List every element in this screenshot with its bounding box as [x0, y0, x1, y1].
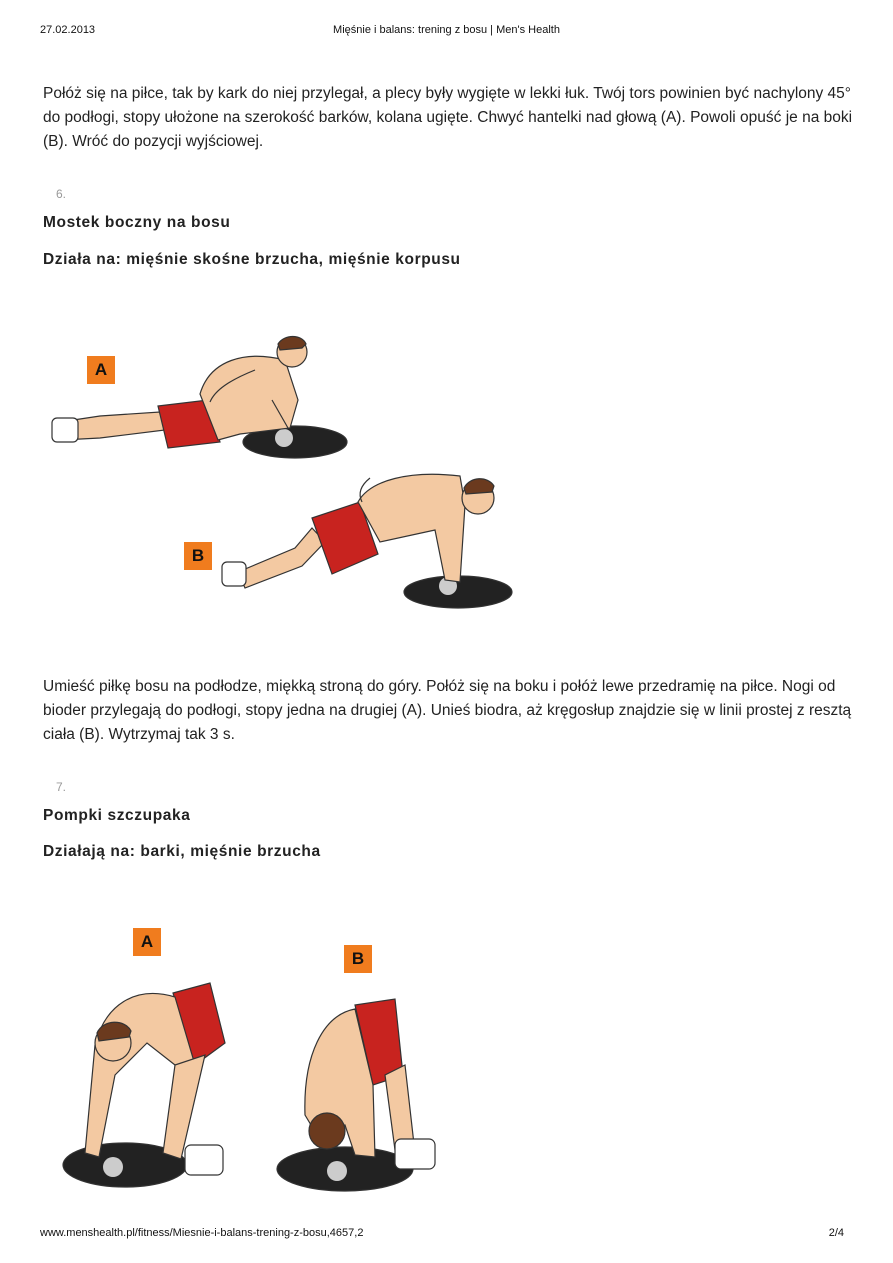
- print-date: 27.02.2013: [40, 24, 96, 36]
- exercise-6-description: Umieść piłkę bosu na podłodze, miękką stroną do góry. Połóż się na boku i połóż lewe przedramię na piłce. Nogi od bioder przylegają do podłogi, stopy jedna na drugiej (A). Unieś biodra, aż kręgosłup znajdzie się w linii prostej z resztą ciała (B). Wytrzymaj tak 3 s.: [43, 678, 852, 743]
- shoe-a: [185, 1145, 223, 1175]
- exercise-7-targets: Działają na: barki, mięśnie brzucha: [43, 843, 321, 860]
- print-title: Mięśnie i balans: trening z bosu | Men's Health: [333, 24, 560, 36]
- shoe-a: [52, 418, 78, 442]
- page-number: 2/4: [828, 1227, 844, 1239]
- footer-url: www.menshealth.pl/fitness/Miesnie-i-balans-trening-z-bosu,4657,2: [40, 1227, 364, 1239]
- exercise-6-targets: Działa na: mięśnie skośne brzucha, mięśnie korpusu: [43, 251, 461, 268]
- label-a: A: [87, 356, 115, 384]
- figure-b: [277, 999, 435, 1191]
- exercise-7-number: 7.: [56, 780, 67, 794]
- shoe-b: [222, 562, 246, 586]
- side-bridge-drawing: [40, 330, 520, 610]
- side-bridge-illustration: [40, 330, 520, 610]
- exercise-6-number: 6.: [56, 187, 67, 201]
- figure-b: [222, 474, 512, 608]
- exercise-7-title: Pompki szczupaka: [43, 807, 191, 824]
- label-b: B: [184, 542, 212, 570]
- shoe-b: [395, 1139, 435, 1169]
- pike-pushup-drawing: [55, 925, 465, 1200]
- label-a: A: [133, 928, 161, 956]
- intro-paragraph: Połóż się na piłce, tak by kark do niej przylegał, a plecy były wygięte w lekki łuk. Twój tors powinien być nachylony 45° do podłogi, stopy ułożone na szerokość barków, kolana ugięte. Chwyć hantelki nad głową (A). Powoli opuść je na boki (B). Wróć do pozycji wyjściowej.: [43, 85, 853, 150]
- exercise-6-title: Mostek boczny na bosu: [43, 214, 231, 231]
- figure-a: [52, 337, 347, 459]
- pike-pushup-illustration: [55, 925, 465, 1200]
- label-b: B: [344, 945, 372, 973]
- figure-a: [63, 983, 225, 1187]
